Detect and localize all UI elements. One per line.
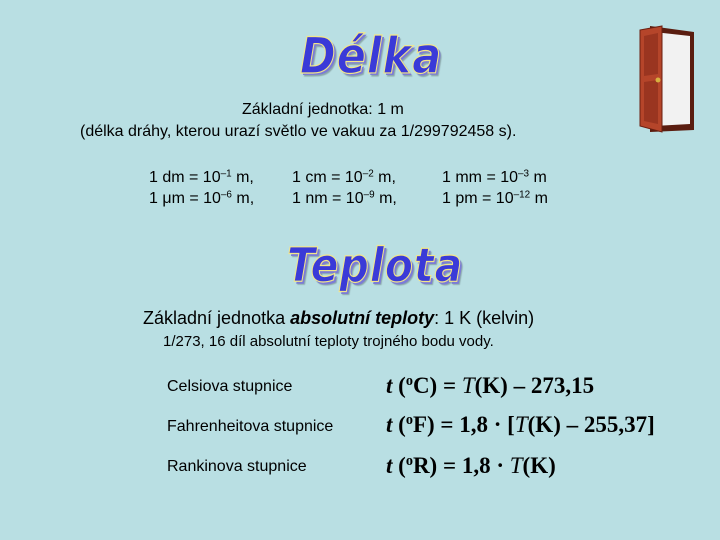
length-base-unit: Základní jednotka: 1 m — [242, 101, 404, 118]
rankine-formula: t ($^o$R) = 1,8 · T(K) — [386, 453, 556, 478]
length-definition: (délka dráhy, kterou urazí světlo ve vakuu za 1/299792458 s). — [80, 123, 517, 140]
door-icon[interactable] — [636, 24, 696, 134]
celsius-scale-label: Celsiova stupnice — [167, 378, 293, 395]
triple-point-definition: 1/273, 16 díl absolutní teploty trojného bodu vody. — [163, 333, 494, 350]
conversion-um: 1 $\mu m = 10^{-6}$ m, — [149, 189, 255, 207]
fahrenheit-scale-label: Fahrenheitova stupnice — [167, 418, 334, 435]
conversion-nm: 1 nm = $10^{-9}$ m, — [292, 189, 397, 207]
celsius-formula: t ($^o$C) = T(K) – 273,15 — [386, 373, 595, 398]
conversion-mm: 1 mm = $10^{-3}$ m — [442, 168, 547, 186]
conversion-cm: 1 cm = $10^{-2}$ m, — [292, 168, 396, 186]
temperature-base-unit: Základní jednotka absolutní teploty: 1 K (kelvin) — [143, 308, 535, 328]
teplota-title: Teplota — [287, 238, 464, 294]
rankine-scale-label: Rankinova stupnice — [167, 458, 307, 475]
delka-title: Délka — [300, 28, 443, 86]
conversion-dm: 1 dm = $10^{-1}$ m, — [149, 168, 254, 186]
conversion-pm: 1 pm = $10^{-12}$ m — [442, 189, 548, 207]
fahrenheit-formula: t ($^o$F) = 1,8 · [T(K) – 255,37] — [386, 412, 655, 437]
